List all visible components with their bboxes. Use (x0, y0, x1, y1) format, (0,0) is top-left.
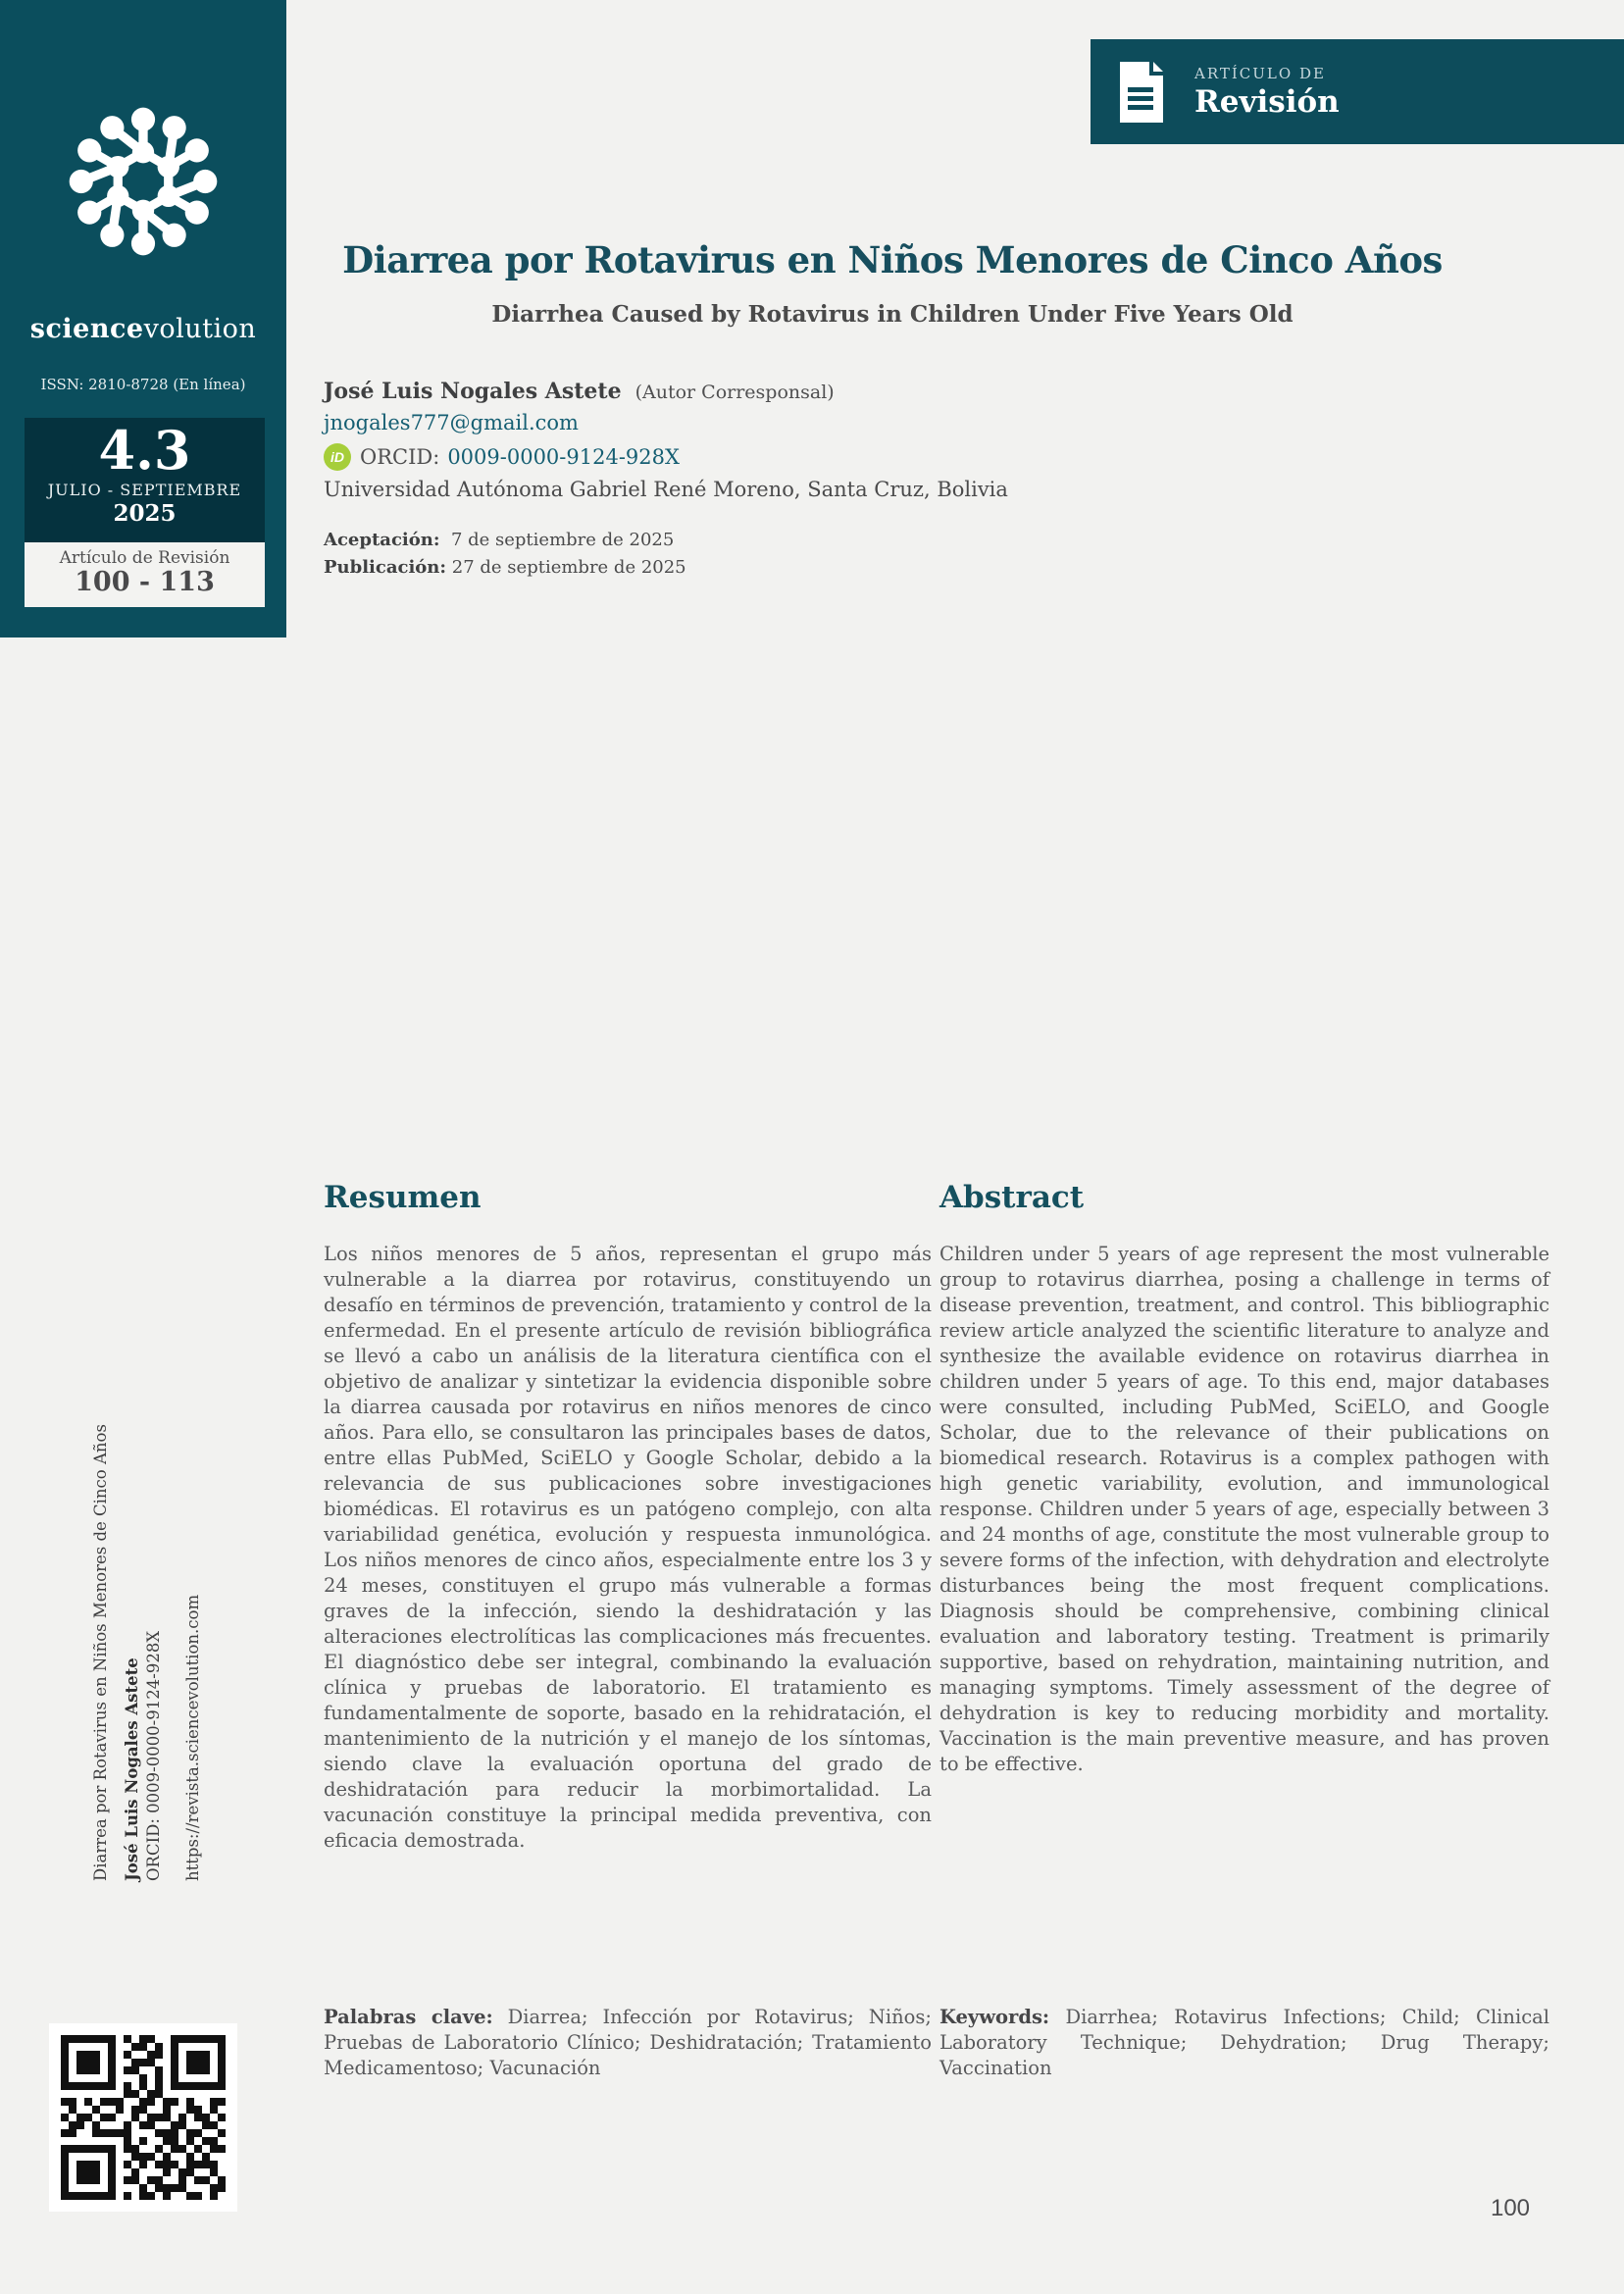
author-email-link[interactable]: jnogales777@gmail.com (324, 411, 579, 434)
vertical-author-block: José Luis Nogales Astete ORCID: 0009-0000-9124-928X (123, 1630, 163, 1881)
badge-label: Revisión (1194, 83, 1340, 120)
resumen-section (324, 1180, 932, 1854)
page-range: 100 - 113 (75, 567, 215, 597)
resumen-body: Los niños menores de 5 años, representan el grupo más vulnerable a la diarrea por rotavirus, constituyendo un desafío en términos de prevención, tratamiento y control de la enfermedad. En el presente artículo de revisión bibliográfica se llevó a cabo un análisis de la literatura científica con el objetivo de analizar y sintetizar la evidencia disponible sobre la diarrea causada por rotavirus en niños menores de cinco años. Para ello, se consultaron las principales bases de datos, entre ellas PubMed, SciELO y Google Scholar, debido a la relevancia de sus publicaciones sobre investigaciones biomédicas. El rotavirus es un patógeno complejo, con alta variabilidad genética, evolución y respuesta inmunológica. Los niños menores de cinco años, especialmente entre los 3 y 24 meses, constituyen el grupo más vulnerable a formas graves de la infección, siendo la deshidratación y las alteraciones electrolíticas las complicaciones más frecuentes. El diagnóstico debe ser integral, combinando la evaluación clínica y pruebas de laboratorio. El tratamiento es fundamentalmente de soporte, basado en la rehidratación, el mantenimiento de la nutrición y el manejo de los síntomas, siendo clave la evaluación oportuna del grado de deshidratación para reducir la morbimortalidad. La vacunación constituye la principal medida preventiva, con eficacia demostrada. (324, 1243, 932, 1852)
journal-sidebar (0, 0, 286, 637)
corresponding-author-label: (Autor Corresponsal) (634, 382, 835, 403)
qr-code (49, 2023, 237, 2212)
page-number: 100 (1490, 2195, 1531, 2221)
orcid-label: ORCID: (360, 445, 440, 469)
issue-year: 2025 (113, 500, 177, 527)
palabras-clave: Palabras clave: Diarrea; Infección por Rotavirus; Niños; Pruebas de Laboratorio Clínico; Deshidratación; Tratamiento Medicamentoso; Vacunación (324, 2006, 932, 2079)
resumen-heading: Resumen (324, 1180, 482, 1215)
article-pages-box (25, 542, 265, 607)
acceptance-date-row: Aceptación: 7 de septiembre de 2025 (324, 530, 675, 550)
author-block (324, 379, 1008, 582)
vertical-article-title: Diarrea por Rotavirus en Niños Menores de Cinco Años (91, 1424, 110, 1881)
orcid-link[interactable]: 0009-0000-9124-928X (447, 445, 680, 469)
author-affiliation: Universidad Autónoma Gabriel René Moreno, Santa Cruz, Bolivia (324, 478, 1008, 501)
article-subtitle: Diarrhea Caused by Rotavirus in Children Under Five Years Old (491, 301, 1294, 329)
issue-box (25, 418, 265, 542)
article-type-label: Artículo de Revisión (59, 548, 230, 568)
issue-number: 4.3 (98, 419, 191, 482)
badge-kicker: ARTÍCULO DE (1194, 64, 1326, 82)
abstract-heading: Abstract (939, 1180, 1085, 1215)
issue-period: JULIO - SEPTIEMBRE (47, 481, 242, 499)
orcid-icon: iD (324, 443, 351, 471)
journal-logo-icon (52, 90, 234, 273)
journal-issn: ISSN: 2810-8728 (En línea) (40, 376, 246, 393)
abstract-section (939, 1180, 1549, 1777)
document-icon (1116, 60, 1167, 125)
publication-date-row: Publicación: 27 de septiembre de 2025 (324, 557, 686, 578)
abstract-body: Children under 5 years of age represent the most vulnerable group to rotavirus diarrhea, posing a challenge in terms of disease prevention, treatment, and control. This bibliographic review article analyzed the scientific literature to analyze and synthesize the available evidence on rotavirus diarrhea in children under 5 years of age. To this end, major databases were consulted, including PubMed, SciELO, and Google Scholar, due to the relevance of their publications on biomedical research. Rotavirus is a complex pathogen with high genetic variability, evolution, and immunological response. Children under 5 years of age, especially between 3 and 24 months of age, constitute the most vulnerable group to severe forms of the infection, with dehydration and electrolyte disturbances being the most frequent complications. Diagnosis should be comprehensive, combining clinical evaluation and laboratory testing. Treatment is primarily supportive, based on rehydration, maintaining nutrition, and managing symptoms. Timely assessment of the degree of dehydration is key to reducing morbidity and mortality. Vaccination is the main preventive measure, and has proven to be effective. (939, 1243, 1549, 1775)
journal-name: sciencevolution (29, 314, 257, 344)
vertical-journal-url[interactable]: https://revista.sciencevolution.com (183, 1594, 202, 1881)
author-name: José Luis Nogales Astete (324, 379, 622, 404)
article-title: Diarrea por Rotavirus en Niños Menores de Cinco Años (342, 237, 1443, 281)
keywords: Keywords: Diarrhea; Rotavirus Infections; Child; Clinical Laboratory Technique; Dehydration; Drug Therapy; Vaccination (939, 2006, 1549, 2079)
article-type-badge (1091, 39, 1624, 144)
